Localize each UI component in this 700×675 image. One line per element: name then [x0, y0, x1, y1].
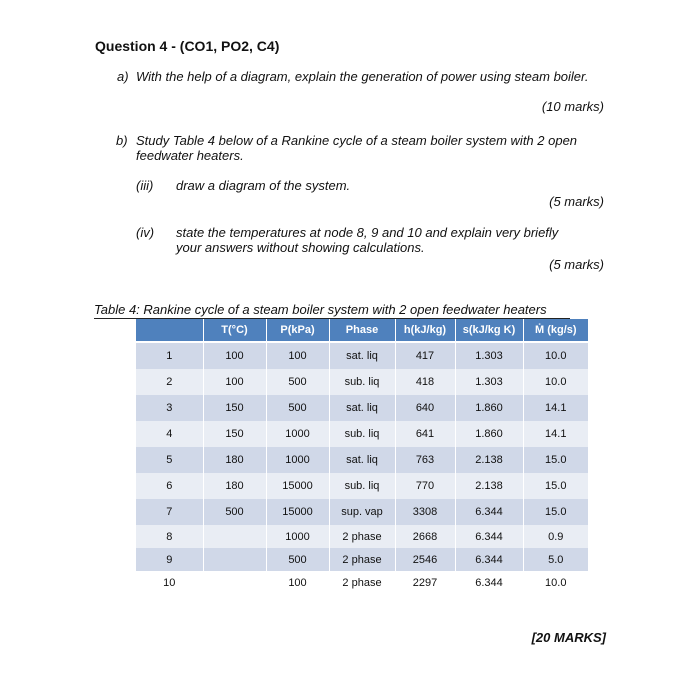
- cell-phase: sup. vap: [329, 499, 395, 525]
- question-title: Question 4 - (CO1, PO2, C4): [95, 38, 280, 54]
- cell-pressure: 100: [266, 342, 329, 369]
- cell-pressure: 1000: [266, 447, 329, 473]
- cell-temperature: 180: [203, 473, 266, 499]
- part-a-text: With the help of a diagram, explain the generation of power using steam boiler.: [136, 69, 589, 84]
- cell-temperature: 150: [203, 421, 266, 447]
- cell-entropy: 1.860: [455, 421, 523, 447]
- header-pressure: P(kPa): [266, 319, 329, 342]
- cell-enthalpy: 640: [395, 395, 455, 421]
- table-row: [136, 571, 588, 594]
- cell-phase: sat. liq: [329, 395, 395, 421]
- cell-enthalpy: 763: [395, 447, 455, 473]
- cell-node: 4: [136, 421, 203, 447]
- cell-entropy: 2.138: [455, 447, 523, 473]
- cell-phase: 2 phase: [329, 548, 395, 571]
- cell-entropy: 2.138: [455, 473, 523, 499]
- cell-mass-flow: 15.0: [523, 473, 588, 499]
- cell-entropy: 1.303: [455, 369, 523, 395]
- cell-node: 1: [136, 342, 203, 369]
- cell-mass-flow: 14.1: [523, 421, 588, 447]
- cell-entropy: 6.344: [455, 571, 523, 594]
- cell-pressure: 100: [266, 571, 329, 594]
- header-enthalpy: h(kJ/kg): [395, 319, 455, 342]
- cell-mass-flow: 15.0: [523, 447, 588, 473]
- table-row: [136, 395, 588, 421]
- cell-phase: sub. liq: [329, 421, 395, 447]
- cell-node: 6: [136, 473, 203, 499]
- cell-pressure: 500: [266, 369, 329, 395]
- cell-mass-flow: 10.0: [523, 342, 588, 369]
- cell-pressure: 15000: [266, 499, 329, 525]
- cell-pressure: 1000: [266, 525, 329, 548]
- cell-temperature: 100: [203, 369, 266, 395]
- cell-temperature: 500: [203, 499, 266, 525]
- table-header-row: [136, 319, 588, 342]
- part-b-label: b): [116, 133, 128, 148]
- cell-temperature: [203, 525, 266, 548]
- cell-enthalpy: 417: [395, 342, 455, 369]
- cell-enthalpy: 2668: [395, 525, 455, 548]
- table-row: [136, 369, 588, 395]
- cell-entropy: 6.344: [455, 525, 523, 548]
- table-row: [136, 473, 588, 499]
- cell-entropy: 1.860: [455, 395, 523, 421]
- cell-entropy: 6.344: [455, 548, 523, 571]
- table-caption: Table 4: Rankine cycle of a steam boiler system with 2 open feedwater heaters: [94, 302, 547, 317]
- cell-temperature: 100: [203, 342, 266, 369]
- cell-enthalpy: 3308: [395, 499, 455, 525]
- header-phase: Phase: [329, 319, 395, 342]
- table-row: [136, 499, 588, 525]
- cell-mass-flow: 14.1: [523, 395, 588, 421]
- cell-node: 10: [136, 571, 203, 594]
- cell-enthalpy: 770: [395, 473, 455, 499]
- sub-iv-text-line1: state the temperatures at node 8, 9 and 10 and explain very briefly: [176, 225, 559, 240]
- cell-mass-flow: 10.0: [523, 369, 588, 395]
- cell-entropy: 1.303: [455, 342, 523, 369]
- sub-iv-marks: (5 marks): [549, 257, 604, 272]
- sub-iii-marks: (5 marks): [549, 194, 604, 209]
- part-b-text-line2: feedwater heaters.: [136, 148, 244, 163]
- sub-iii-label: (iii): [136, 178, 154, 193]
- cell-phase: sub. liq: [329, 473, 395, 499]
- sub-iv-label: (iv): [136, 225, 155, 240]
- part-a-marks: (10 marks): [541, 99, 604, 114]
- header-mass-flow: Ṁ (kg/s): [523, 319, 588, 342]
- cell-node: 2: [136, 369, 203, 395]
- cell-node: 7: [136, 499, 203, 525]
- table-row: [136, 421, 588, 447]
- table-row: [136, 342, 588, 369]
- part-a-label: a): [117, 69, 129, 84]
- cell-pressure: 15000: [266, 473, 329, 499]
- cell-temperature: 180: [203, 447, 266, 473]
- table-row: [136, 548, 588, 571]
- cell-temperature: 150: [203, 395, 266, 421]
- cell-phase: sat. liq: [329, 447, 395, 473]
- header-index: [136, 319, 203, 342]
- cell-enthalpy: 418: [395, 369, 455, 395]
- table-row: [136, 525, 588, 548]
- cell-pressure: 1000: [266, 421, 329, 447]
- cell-mass-flow: 10.0: [523, 571, 588, 594]
- cell-pressure: 500: [266, 395, 329, 421]
- cell-enthalpy: 2546: [395, 548, 455, 571]
- total-marks: [20 MARKS]: [531, 630, 606, 645]
- cell-mass-flow: 15.0: [523, 499, 588, 525]
- cell-temperature: [203, 548, 266, 571]
- cell-enthalpy: 2297: [395, 571, 455, 594]
- cell-phase: sat. liq: [329, 342, 395, 369]
- rankine-table: [136, 319, 588, 594]
- cell-pressure: 500: [266, 548, 329, 571]
- cell-entropy: 6.344: [455, 499, 523, 525]
- cell-node: 9: [136, 548, 203, 571]
- part-b-text-line1: Study Table 4 below of a Rankine cycle of a steam boiler system with 2 open: [136, 133, 578, 148]
- cell-node: 3: [136, 395, 203, 421]
- header-temperature: T(°C): [203, 319, 266, 342]
- cell-node: 5: [136, 447, 203, 473]
- header-entropy: s(kJ/kg K): [455, 319, 523, 342]
- cell-mass-flow: 0.9: [523, 525, 588, 548]
- cell-enthalpy: 641: [395, 421, 455, 447]
- cell-phase: 2 phase: [329, 571, 395, 594]
- cell-node: 8: [136, 525, 203, 548]
- sub-iii-text: draw a diagram of the system.: [176, 178, 351, 193]
- table-row: [136, 447, 588, 473]
- cell-mass-flow: 5.0: [523, 548, 588, 571]
- sub-iv-text-line2: your answers without showing calculations.: [176, 240, 425, 255]
- cell-temperature: [203, 571, 266, 594]
- cell-phase: 2 phase: [329, 525, 395, 548]
- cell-phase: sub. liq: [329, 369, 395, 395]
